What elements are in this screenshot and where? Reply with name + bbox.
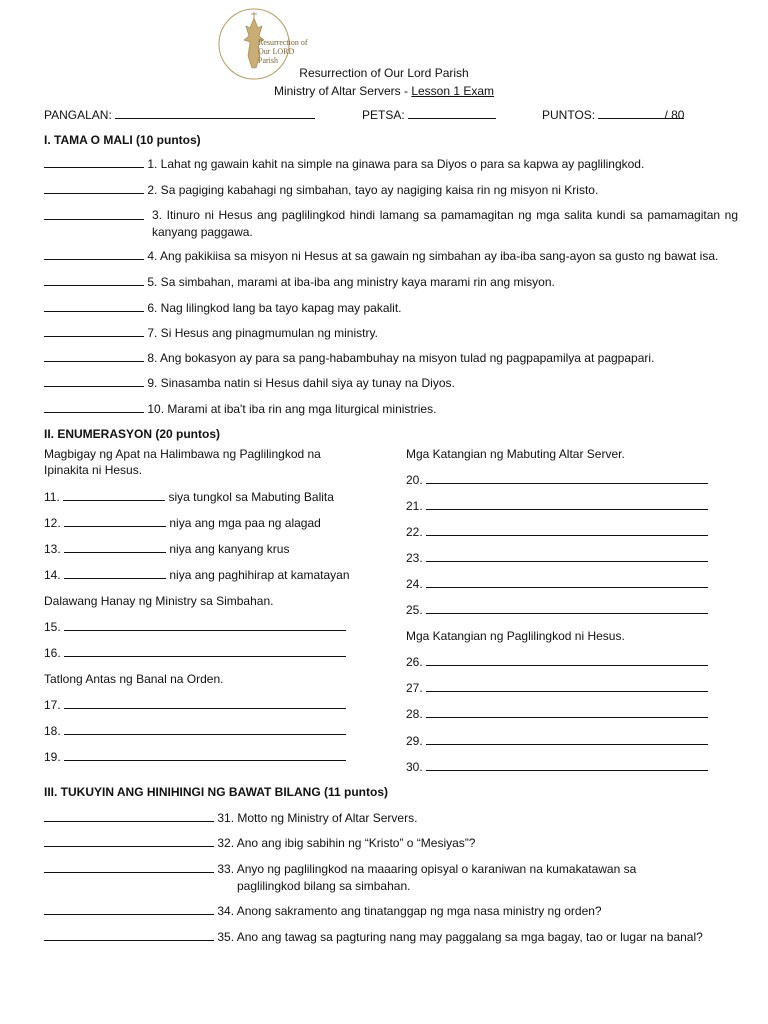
enum-blank[interactable]: [426, 473, 708, 484]
tf-text: 9. Sinasamba natin si Hesus dahil siya ay tunay na Diyos.: [147, 376, 455, 390]
answer-blank[interactable]: [44, 209, 144, 220]
date-blank[interactable]: [408, 108, 496, 119]
enum-num: 18.: [44, 724, 61, 738]
enum-blank[interactable]: [426, 707, 708, 718]
enum-num: 28.: [406, 707, 423, 721]
enum-num: 27.: [406, 681, 423, 695]
logo-text-line1: Resurrection of: [258, 38, 308, 47]
lesson-title: Lesson 1 Exam: [411, 84, 495, 98]
tf-text: 7. Si Hesus ang pinagmumulan ng ministry.: [147, 326, 378, 340]
enum-blank[interactable]: [426, 655, 708, 666]
enum-blank[interactable]: [64, 724, 346, 735]
example-text: siya tungkol sa Mabuting Balita: [168, 490, 334, 504]
example-num: 12.: [44, 516, 61, 530]
enum-item: [406, 473, 708, 487]
enum-num: 24.: [406, 577, 423, 591]
enum-blank[interactable]: [426, 577, 708, 588]
identify-text: 34. Anong sakramento ang tinatanggap ng mga nasa ministry ng orden?: [217, 904, 602, 918]
example-text: niya ang paghihirap at kamatayan: [169, 568, 350, 582]
tf-text: 6. Nag lilingkod lang ba tayo kapag may pakalit.: [147, 301, 402, 315]
enum-num: 17.: [44, 698, 61, 712]
enum-blank[interactable]: [64, 750, 346, 761]
tf-text: 4. Ang pakikiisa sa misyon ni Hesus at sa gawain ng simbahan ay iba-iba sang-ayon sa gusto ng bawat isa.: [147, 249, 719, 263]
answer-blank[interactable]: [44, 402, 144, 413]
score-label: PUNTOS:: [542, 108, 596, 122]
tf-text: 10. Marami at iba't iba rin ang mga liturgical ministries.: [147, 402, 437, 416]
identify-text: 32. Ano ang ibig sabihin ng “Kristo” o “Mesiyas”?: [217, 836, 476, 850]
date-label: PETSA:: [362, 108, 405, 122]
score-total: / 80: [664, 108, 685, 122]
parish-title: Resurrection of Our Lord Parish: [299, 66, 469, 80]
tf-item: [44, 402, 436, 416]
date-field[interactable]: [362, 108, 496, 122]
enum-num: 22.: [406, 525, 423, 539]
answer-blank[interactable]: [44, 249, 144, 260]
example-blank[interactable]: [63, 490, 165, 501]
score-field[interactable]: [542, 108, 684, 122]
enum-blank[interactable]: [426, 734, 708, 745]
ministry-title: [0, 84, 768, 98]
enum-item: [44, 750, 346, 764]
answer-blank[interactable]: [44, 157, 144, 168]
name-blank[interactable]: [115, 108, 315, 119]
score-blank[interactable]: [598, 108, 685, 122]
right-heading-service: Mga Katangian ng Paglilingkod ni Hesus.: [406, 629, 625, 643]
enum-num: 29.: [406, 734, 423, 748]
enum-num: 21.: [406, 499, 423, 513]
identify-text: 33. Anyo ng paglilingkod na maaaring opisyal o karaniwan na kumakatawan sa: [217, 862, 637, 876]
identify-item: [44, 904, 602, 918]
tf-item: [44, 351, 654, 365]
tf-text: 2. Sa pagiging kabahagi ng simbahan, tayo ay nagiging kaisa rin ng misyon ni Kristo.: [147, 183, 599, 197]
enum-num: 25.: [406, 603, 423, 617]
enum-item: [44, 724, 346, 738]
tf-item: [44, 326, 378, 340]
tf-text: 8. Ang bokasyon ay para sa pang-habambuhay na misyon tulad ng pagpapamilya at pagpapari.: [147, 351, 655, 365]
enum-item: [406, 655, 708, 669]
example-num: 14.: [44, 568, 61, 582]
example-blank[interactable]: [64, 542, 166, 553]
tf-item: [44, 157, 644, 171]
identify-item: [44, 862, 636, 876]
enum-item: [44, 698, 346, 712]
tf-text: 3. Itinuro ni Hesus ang paglilingkod hindi lamang sa pamamagitan ng mga salita kundi sa pamamagitan ng kanyang paggawa.: [152, 208, 738, 239]
example-item: [44, 490, 334, 504]
section3-title: III. TUKUYIN ANG HINIHINGI NG BAWAT BILANG (11 puntos): [44, 785, 388, 799]
example-text: niya ang kanyang krus: [169, 542, 290, 556]
tf-item: [44, 301, 402, 315]
left-heading-examples: [44, 447, 321, 477]
identify-item: [44, 930, 703, 944]
tf-item: [44, 183, 598, 197]
identify-item: [44, 811, 417, 825]
enum-blank[interactable]: [64, 698, 346, 709]
enum-blank[interactable]: [426, 603, 708, 614]
example-text: niya ang mga paa ng alagad: [169, 516, 321, 530]
logo-text-line2: Our LORD: [258, 47, 295, 56]
tf-text: 5. Sa simbahan, marami at iba-iba ang ministry kaya marami rin ang misyon.: [147, 275, 555, 289]
example-blank[interactable]: [64, 516, 166, 527]
enum-num: 15.: [44, 620, 61, 634]
example-item: [44, 568, 350, 582]
left-heading-examples-line1: Magbigay ng Apat na Halimbawa ng Paglilingkod na: [44, 447, 321, 461]
identify-item: [44, 836, 475, 850]
answer-blank[interactable]: [44, 351, 144, 362]
enum-item: [406, 707, 708, 721]
example-num: 13.: [44, 542, 61, 556]
enum-num: 23.: [406, 551, 423, 565]
enum-blank[interactable]: [64, 646, 346, 657]
answer-blank[interactable]: [44, 904, 214, 915]
tf-item: [44, 376, 455, 390]
answer-blank[interactable]: [44, 376, 144, 387]
tf-item: [44, 249, 718, 263]
enum-item: [406, 577, 708, 591]
enum-blank[interactable]: [426, 551, 708, 562]
name-label: PANGALAN:: [44, 108, 112, 122]
section2-title: II. ENUMERASYON (20 puntos): [44, 427, 221, 441]
tf-item: [44, 275, 555, 289]
enum-num: 20.: [406, 473, 423, 487]
enum-item: [406, 681, 708, 695]
identify-text: 35. Ano ang tawag sa pagturing nang may paggalang sa mga bagay, tao or lugar na banal?: [217, 930, 703, 944]
identify-text: 31. Motto ng Ministry of Altar Servers.: [217, 811, 418, 825]
enum-item: [44, 620, 346, 634]
example-num: 11.: [44, 490, 60, 504]
logo-text: [258, 38, 308, 65]
identify-text-continued: paglilingkod bilang sa simbahan.: [237, 879, 411, 893]
answer-blank[interactable]: [44, 326, 144, 337]
enum-item: [406, 734, 708, 748]
answer-blank[interactable]: [44, 811, 214, 822]
logo-text-line3: Parish: [258, 56, 278, 65]
enum-item: [406, 499, 708, 513]
left-heading-ministry: Dalawang Hanay ng Ministry sa Simbahan.: [44, 594, 274, 608]
tf-item: [44, 207, 738, 241]
enum-blank[interactable]: [426, 760, 708, 771]
answer-blank[interactable]: [44, 836, 214, 847]
tf-text: 1. Lahat ng gawain kahit na simple na ginawa para sa Diyos o para sa kapwa ay paglilingkod.: [147, 157, 645, 171]
enum-item: [44, 646, 346, 660]
right-heading-qualities: Mga Katangian ng Mabuting Altar Server.: [406, 447, 625, 461]
example-item: [44, 516, 321, 530]
enum-blank[interactable]: [426, 681, 708, 692]
enum-num: 16.: [44, 646, 61, 660]
enum-item: [406, 525, 708, 539]
enum-item: [406, 760, 708, 774]
enum-item: [406, 551, 708, 565]
answer-blank[interactable]: [44, 930, 214, 941]
answer-blank[interactable]: [44, 862, 214, 873]
enum-num: 26.: [406, 655, 423, 669]
answer-blank[interactable]: [44, 183, 144, 194]
section1-title: I. TAMA O MALI (10 puntos): [44, 133, 201, 147]
left-heading-examples-line2: Ipinakita ni Hesus.: [44, 463, 143, 477]
left-heading-orders: Tatlong Antas ng Banal na Orden.: [44, 672, 224, 686]
name-field[interactable]: [44, 108, 315, 122]
example-blank[interactable]: [64, 568, 166, 579]
answer-blank[interactable]: [44, 301, 144, 312]
ministry-prefix: Ministry of Altar Servers -: [273, 84, 412, 98]
enum-blank[interactable]: [426, 525, 708, 536]
enum-num: 30.: [406, 760, 423, 774]
enum-blank[interactable]: [426, 499, 708, 510]
enum-num: 19.: [44, 750, 61, 764]
enum-blank[interactable]: [64, 620, 346, 631]
answer-blank[interactable]: [44, 275, 144, 286]
enum-item: [406, 603, 708, 617]
example-item: [44, 542, 289, 556]
